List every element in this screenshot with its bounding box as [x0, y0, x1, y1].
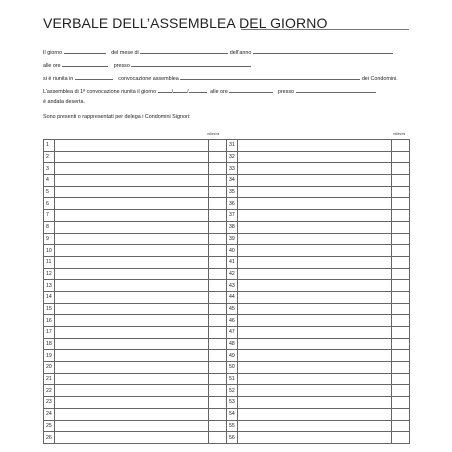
table-row	[44, 163, 227, 175]
condomino-name-cell[interactable]	[238, 373, 392, 385]
condomino-name-cell[interactable]	[55, 397, 209, 409]
row-number: 45	[227, 303, 238, 315]
millesimi-cell[interactable]	[209, 315, 227, 327]
table-row	[44, 245, 227, 257]
condomino-name-cell[interactable]	[55, 291, 209, 303]
row-number: 47	[227, 327, 238, 339]
slash-2: /	[187, 89, 189, 95]
millesimi-cell[interactable]	[209, 151, 227, 163]
table-row	[227, 256, 410, 268]
millesimi-cell[interactable]	[392, 140, 410, 152]
label-ore: alle ore	[43, 63, 61, 69]
condomino-name-cell[interactable]	[238, 397, 392, 409]
condomino-name-cell[interactable]	[55, 373, 209, 385]
millesimi-cell[interactable]	[209, 256, 227, 268]
table-row	[44, 338, 227, 350]
row-number: 35	[227, 186, 238, 198]
table-row	[227, 397, 410, 409]
condomino-name-cell[interactable]	[238, 221, 392, 233]
millesimi-cell[interactable]	[392, 245, 410, 257]
condomino-name-cell[interactable]	[238, 186, 392, 198]
attendees-table-left	[43, 139, 227, 444]
title-date-field[interactable]	[241, 29, 409, 30]
millesimi-cell[interactable]	[209, 221, 227, 233]
row-number: 12	[44, 268, 55, 280]
label-condomini: dei Condomini.	[361, 76, 398, 82]
table-row	[44, 198, 227, 210]
row-number: 40	[227, 245, 238, 257]
row-number: 39	[227, 233, 238, 245]
condomino-name-cell[interactable]	[55, 256, 209, 268]
millesimi-cell[interactable]	[209, 163, 227, 175]
millesimi-cell[interactable]	[392, 362, 410, 374]
table-row	[227, 362, 410, 374]
millesimi-cell[interactable]	[209, 140, 227, 152]
condomino-name-cell[interactable]	[55, 221, 209, 233]
field-mese[interactable]	[140, 48, 228, 54]
table-row	[227, 420, 410, 432]
field-anno-1[interactable]	[189, 87, 207, 93]
table-row	[44, 408, 227, 420]
field-assemblea[interactable]	[180, 74, 360, 80]
millesimi-cell[interactable]	[392, 350, 410, 362]
table-row	[44, 140, 227, 152]
millesimi-cell[interactable]	[209, 245, 227, 257]
millesimi-cell[interactable]	[209, 338, 227, 350]
row-number: 26	[44, 432, 55, 444]
table-row	[44, 373, 227, 385]
condomino-name-cell[interactable]	[238, 280, 392, 292]
condomino-name-cell[interactable]	[55, 151, 209, 163]
row-number: 31	[227, 140, 238, 152]
condomino-name-cell[interactable]	[55, 140, 209, 152]
condomino-name-cell[interactable]	[238, 327, 392, 339]
condomino-name-cell[interactable]	[55, 268, 209, 280]
form-line-6: Sono presenti o rappresentati per delega i Condomini Signori:	[43, 114, 191, 120]
millesimi-cell[interactable]	[392, 373, 410, 385]
condomino-name-cell[interactable]	[55, 327, 209, 339]
table-row	[44, 175, 227, 187]
row-number: 51	[227, 373, 238, 385]
row-number: 22	[44, 385, 55, 397]
table-row	[44, 327, 227, 339]
row-number: 36	[227, 198, 238, 210]
millesimi-cell[interactable]	[392, 315, 410, 327]
column-header-millesimi-right: millesimi	[393, 132, 406, 136]
millesimi-cell[interactable]	[209, 198, 227, 210]
table-row	[227, 315, 410, 327]
condomino-name-cell[interactable]	[238, 140, 392, 152]
millesimi-cell[interactable]	[209, 420, 227, 432]
row-number: 52	[227, 385, 238, 397]
row-number: 46	[227, 315, 238, 327]
condomino-name-cell[interactable]	[238, 408, 392, 420]
row-number: 21	[44, 373, 55, 385]
millesimi-cell[interactable]	[392, 385, 410, 397]
table-row	[44, 397, 227, 409]
table-row	[227, 186, 410, 198]
table-row	[44, 210, 227, 222]
condomino-name-cell[interactable]	[238, 233, 392, 245]
millesimi-cell[interactable]	[392, 256, 410, 268]
table-row	[44, 315, 227, 327]
condomino-name-cell[interactable]	[238, 362, 392, 374]
table-row	[44, 280, 227, 292]
table-row	[44, 186, 227, 198]
table-row	[44, 362, 227, 374]
field-giorno-1[interactable]	[158, 87, 172, 93]
condomino-name-cell[interactable]	[238, 315, 392, 327]
field-giorno[interactable]	[64, 48, 106, 54]
document-title: VERBALE DELL’ASSEMBLEA DEL GIORNO	[43, 15, 328, 31]
millesimi-cell[interactable]	[209, 373, 227, 385]
table-row	[44, 303, 227, 315]
row-number: 44	[227, 291, 238, 303]
row-number: 23	[44, 397, 55, 409]
millesimi-cell[interactable]	[209, 210, 227, 222]
label-giorno: Il giorno	[43, 50, 63, 56]
row-number: 17	[44, 327, 55, 339]
row-number: 50	[227, 362, 238, 374]
condomino-name-cell[interactable]	[55, 432, 209, 444]
field-presso[interactable]	[131, 61, 251, 67]
table-row	[44, 350, 227, 362]
condomino-name-cell[interactable]	[55, 408, 209, 420]
table-row	[227, 198, 410, 210]
condomino-name-cell[interactable]	[55, 245, 209, 257]
row-number: 32	[227, 151, 238, 163]
row-number: 15	[44, 303, 55, 315]
form-line-2	[43, 61, 251, 70]
condomino-name-cell[interactable]	[238, 303, 392, 315]
form-line-5: è andata deserta.	[43, 99, 85, 105]
row-number: 53	[227, 397, 238, 409]
millesimi-cell[interactable]	[392, 268, 410, 280]
table-row	[44, 385, 227, 397]
row-number: 25	[44, 420, 55, 432]
millesimi-cell[interactable]	[209, 280, 227, 292]
row-number: 37	[227, 210, 238, 222]
millesimi-cell[interactable]	[392, 280, 410, 292]
column-header-millesimi-left: millesimi	[207, 132, 220, 136]
row-number: 43	[227, 280, 238, 292]
table-row	[227, 233, 410, 245]
condomino-name-cell[interactable]	[55, 198, 209, 210]
row-number: 4	[44, 175, 55, 187]
attendees-table-right	[226, 139, 410, 444]
table-row	[44, 233, 227, 245]
row-number: 24	[44, 408, 55, 420]
condomino-name-cell[interactable]	[55, 385, 209, 397]
condomino-name-cell[interactable]	[55, 303, 209, 315]
table-row	[44, 256, 227, 268]
condomino-name-cell[interactable]	[55, 210, 209, 222]
table-row	[227, 432, 410, 444]
table-row	[227, 268, 410, 280]
table-row	[227, 373, 410, 385]
condomino-name-cell[interactable]	[55, 175, 209, 187]
row-number: 19	[44, 350, 55, 362]
millesimi-cell[interactable]	[209, 350, 227, 362]
millesimi-cell[interactable]	[392, 151, 410, 163]
millesimi-cell[interactable]	[209, 268, 227, 280]
millesimi-cell[interactable]	[392, 327, 410, 339]
millesimi-cell[interactable]	[392, 186, 410, 198]
form-line-4	[43, 87, 376, 96]
table-row	[227, 291, 410, 303]
condomino-name-cell[interactable]	[55, 186, 209, 198]
condomino-name-cell[interactable]	[55, 350, 209, 362]
condomino-name-cell[interactable]	[55, 420, 209, 432]
table-row	[227, 210, 410, 222]
condomino-name-cell[interactable]	[238, 338, 392, 350]
table-row	[227, 163, 410, 175]
row-number: 56	[227, 432, 238, 444]
label-ore-1: alle ore	[210, 89, 228, 95]
millesimi-cell[interactable]	[209, 233, 227, 245]
label-presso-1: presso	[277, 89, 295, 95]
row-number: 33	[227, 163, 238, 175]
millesimi-cell[interactable]	[209, 291, 227, 303]
condomino-name-cell[interactable]	[238, 175, 392, 187]
millesimi-cell[interactable]	[392, 420, 410, 432]
millesimi-cell[interactable]	[209, 303, 227, 315]
table-row	[227, 140, 410, 152]
row-number: 5	[44, 186, 55, 198]
row-number: 54	[227, 408, 238, 420]
form-line-3	[43, 74, 398, 83]
millesimi-cell[interactable]	[392, 408, 410, 420]
row-number: 42	[227, 268, 238, 280]
table-row	[227, 338, 410, 350]
condomino-name-cell[interactable]	[238, 151, 392, 163]
millesimi-cell[interactable]	[392, 432, 410, 444]
condomino-name-cell[interactable]	[238, 268, 392, 280]
row-number: 2	[44, 151, 55, 163]
millesimi-cell[interactable]	[392, 221, 410, 233]
millesimi-cell[interactable]	[392, 163, 410, 175]
condomino-name-cell[interactable]	[238, 256, 392, 268]
row-number: 11	[44, 256, 55, 268]
row-number: 38	[227, 221, 238, 233]
table-row	[44, 151, 227, 163]
condomino-name-cell[interactable]	[55, 362, 209, 374]
millesimi-cell[interactable]	[209, 408, 227, 420]
row-number: 55	[227, 420, 238, 432]
label-presso: presso	[113, 63, 130, 69]
condomino-name-cell[interactable]	[238, 245, 392, 257]
condomino-name-cell[interactable]	[55, 315, 209, 327]
row-number: 1	[44, 140, 55, 152]
condomino-name-cell[interactable]	[55, 338, 209, 350]
table-row	[227, 327, 410, 339]
row-number: 6	[44, 198, 55, 210]
form-line-1	[43, 48, 393, 57]
table-row	[227, 151, 410, 163]
table-row	[44, 432, 227, 444]
millesimi-cell[interactable]	[392, 397, 410, 409]
millesimi-cell[interactable]	[392, 175, 410, 187]
condomino-name-cell[interactable]	[55, 233, 209, 245]
condomino-name-cell[interactable]	[238, 420, 392, 432]
millesimi-cell[interactable]	[209, 186, 227, 198]
millesimi-cell[interactable]	[209, 175, 227, 187]
table-row	[44, 291, 227, 303]
table-row	[44, 268, 227, 280]
condomino-name-cell[interactable]	[55, 163, 209, 175]
row-number: 41	[227, 256, 238, 268]
millesimi-cell[interactable]	[392, 210, 410, 222]
row-number: 8	[44, 221, 55, 233]
row-number: 49	[227, 350, 238, 362]
millesimi-cell[interactable]	[209, 362, 227, 374]
field-ore-1[interactable]	[229, 87, 273, 93]
row-number: 34	[227, 175, 238, 187]
condomino-name-cell[interactable]	[55, 280, 209, 292]
millesimi-cell[interactable]	[392, 233, 410, 245]
label-prima-convocazione: L’assemblea di 1ª convocazione riunita il giorno	[43, 89, 157, 95]
millesimi-cell[interactable]	[392, 303, 410, 315]
row-number: 13	[44, 280, 55, 292]
condomino-name-cell[interactable]	[238, 350, 392, 362]
millesimi-cell[interactable]	[392, 291, 410, 303]
row-number: 18	[44, 338, 55, 350]
row-number: 14	[44, 291, 55, 303]
condomino-name-cell[interactable]	[238, 385, 392, 397]
millesimi-cell[interactable]	[209, 397, 227, 409]
millesimi-cell[interactable]	[209, 327, 227, 339]
field-anno[interactable]	[253, 48, 393, 54]
field-convocazione-num[interactable]	[75, 74, 113, 80]
row-number: 9	[44, 233, 55, 245]
label-mese: del mese di	[111, 50, 139, 56]
table-row	[44, 221, 227, 233]
row-number: 10	[44, 245, 55, 257]
table-row	[227, 245, 410, 257]
field-mese-1[interactable]	[173, 87, 187, 93]
table-row	[227, 385, 410, 397]
table-row	[44, 420, 227, 432]
condomino-name-cell[interactable]	[238, 210, 392, 222]
row-number: 3	[44, 163, 55, 175]
table-row	[227, 350, 410, 362]
millesimi-cell[interactable]	[209, 385, 227, 397]
table-row	[227, 175, 410, 187]
label-riunita: si è riunita in	[43, 76, 74, 82]
row-number: 20	[44, 362, 55, 374]
table-row	[227, 280, 410, 292]
field-presso-1[interactable]	[296, 87, 376, 93]
millesimi-cell[interactable]	[209, 432, 227, 444]
table-row	[227, 221, 410, 233]
millesimi-cell[interactable]	[392, 338, 410, 350]
field-ore[interactable]	[62, 61, 108, 67]
millesimi-cell[interactable]	[392, 198, 410, 210]
row-number: 16	[44, 315, 55, 327]
slash-1: /	[171, 89, 174, 95]
condomino-name-cell[interactable]	[238, 432, 392, 444]
condomino-name-cell[interactable]	[238, 198, 392, 210]
row-number: 7	[44, 210, 55, 222]
table-row	[227, 408, 410, 420]
label-convocazione: convocazione assemblea	[118, 76, 179, 82]
label-anno: dell’anno	[229, 50, 252, 56]
condomino-name-cell[interactable]	[238, 163, 392, 175]
table-row	[227, 303, 410, 315]
row-number: 48	[227, 338, 238, 350]
condomino-name-cell[interactable]	[238, 291, 392, 303]
